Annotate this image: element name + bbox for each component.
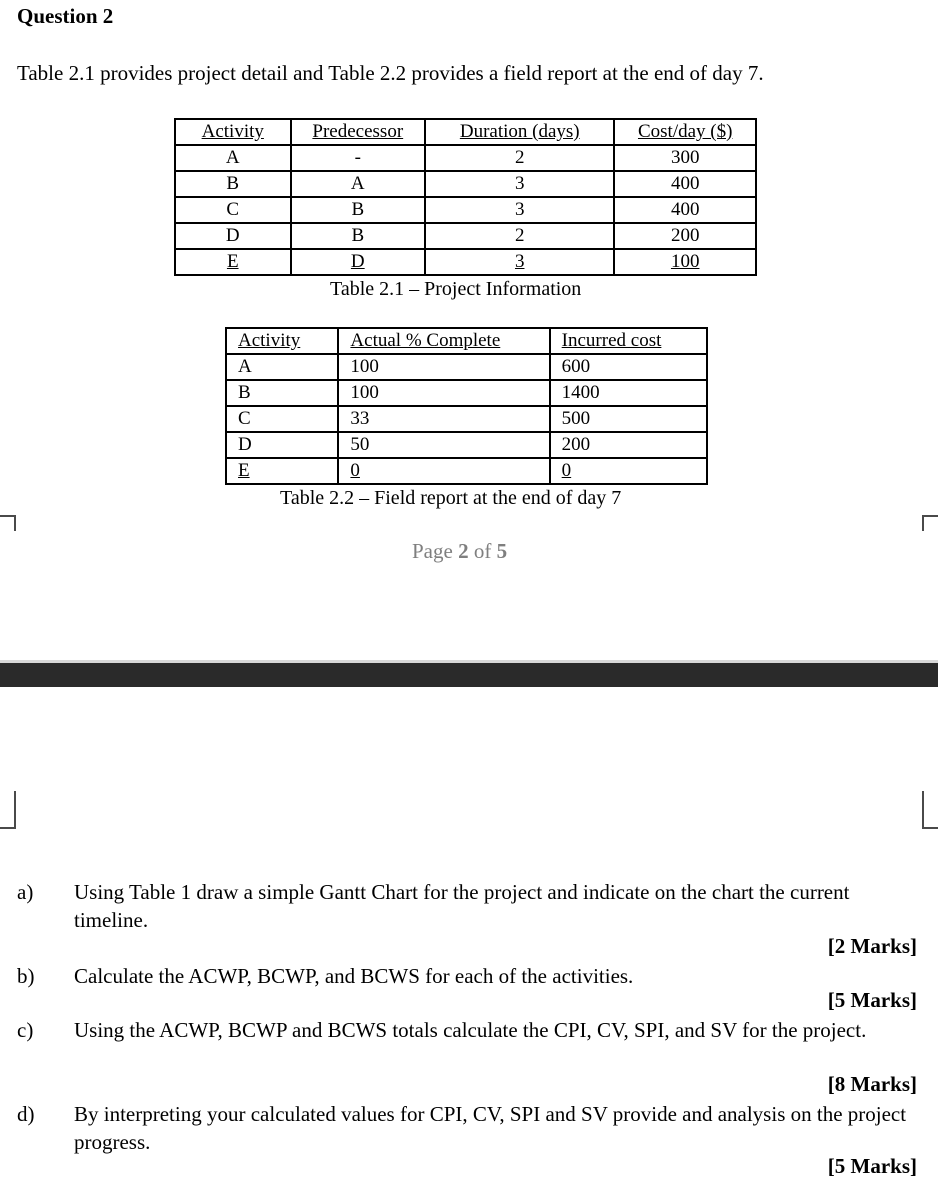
table-cell: D <box>226 432 338 458</box>
page-gap-divider <box>0 660 938 687</box>
table-cell: 400 <box>614 171 756 197</box>
table-cell: 3 <box>425 197 614 223</box>
question-b <box>17 962 917 992</box>
table-cell: A <box>291 171 426 197</box>
table-cell: D <box>175 223 291 249</box>
table-cell: 500 <box>550 406 707 432</box>
column-header: Activity <box>175 119 291 145</box>
table-cell: C <box>226 406 338 432</box>
table-cell: B <box>175 171 291 197</box>
table-row <box>226 432 707 458</box>
table-cell: B <box>291 197 426 223</box>
column-header: Duration (days) <box>425 119 614 145</box>
table-cell: - <box>291 145 426 171</box>
table-cell: 0 <box>338 458 549 484</box>
marks-b: [5 Marks] <box>827 988 917 1012</box>
table-cell: C <box>175 197 291 223</box>
table-row <box>226 458 707 484</box>
project-information-table <box>174 118 757 276</box>
table-cell: 50 <box>338 432 549 458</box>
question-label: b) <box>17 964 35 988</box>
table-row <box>175 197 756 223</box>
table-cell: B <box>226 380 338 406</box>
table-row <box>226 354 707 380</box>
table-cell: E <box>175 249 291 275</box>
question-label: c) <box>17 1018 34 1042</box>
table-cell: 200 <box>550 432 707 458</box>
table-1-caption: Table 2.1 – Project Information <box>330 278 582 300</box>
marks-c: [8 Marks] <box>827 1072 917 1096</box>
table-cell: 2 <box>425 145 614 171</box>
table-cell: 0 <box>550 458 707 484</box>
question-c <box>17 1016 917 1076</box>
question-text: Calculate the ACWP, BCWP, and BCWS for each of the activities. <box>74 964 634 988</box>
column-header: Cost/day ($) <box>614 119 756 145</box>
crop-mark <box>922 515 938 531</box>
table-row <box>226 406 707 432</box>
page-number: Page 2 of 5 <box>412 539 508 563</box>
crop-mark <box>0 515 16 531</box>
question-text: Using the ACWP, BCWP and BCWS totals calculate the CPI, CV, SPI, and SV for the project. <box>74 1018 867 1042</box>
question-text: Using Table 1 draw a simple Gantt Chart for the project and indicate on the chart the current timeline. <box>74 880 850 932</box>
table-cell: 400 <box>614 197 756 223</box>
field-report-table <box>225 327 708 485</box>
question-label: d) <box>17 1102 35 1126</box>
table-header-row <box>226 328 707 354</box>
table-cell: 2 <box>425 223 614 249</box>
table-cell: D <box>291 249 426 275</box>
table-header-row <box>175 119 756 145</box>
table-cell: 3 <box>425 249 614 275</box>
question-d <box>17 1100 917 1160</box>
column-header: Activity <box>226 328 338 354</box>
table-cell: A <box>226 354 338 380</box>
marks-d: [5 Marks] <box>827 1154 917 1178</box>
marks-a: [2 Marks] <box>827 934 917 958</box>
column-header: Predecessor <box>291 119 426 145</box>
table-cell: 300 <box>614 145 756 171</box>
table-row <box>175 171 756 197</box>
table-cell: 100 <box>614 249 756 275</box>
table-cell: 3 <box>425 171 614 197</box>
question-label: a) <box>17 880 34 904</box>
table-cell: 600 <box>550 354 707 380</box>
table-row <box>175 145 756 171</box>
column-header: Incurred cost <box>550 328 707 354</box>
table-row <box>226 380 707 406</box>
table-cell: E <box>226 458 338 484</box>
table-row <box>175 249 756 275</box>
table-row <box>175 223 756 249</box>
intro-text: Table 2.1 provides project detail and Table 2.2 provides a field report at the end of day 7. <box>17 61 764 85</box>
table-cell: 100 <box>338 354 549 380</box>
table-cell: 100 <box>338 380 549 406</box>
table-cell: 200 <box>614 223 756 249</box>
table-2-caption: Table 2.2 – Field report at the end of day 7 <box>280 487 622 509</box>
question-text: By interpreting your calculated values for CPI, CV, SPI and SV provide and analysis on the project progress. <box>74 1102 907 1154</box>
question-heading: Question 2 <box>17 4 114 28</box>
table-cell: 33 <box>338 406 549 432</box>
crop-mark <box>0 791 16 829</box>
crop-mark <box>922 791 938 829</box>
column-header: Actual % Complete <box>338 328 549 354</box>
table-cell: B <box>291 223 426 249</box>
table-cell: A <box>175 145 291 171</box>
table-cell: 1400 <box>550 380 707 406</box>
question-a <box>17 878 917 938</box>
